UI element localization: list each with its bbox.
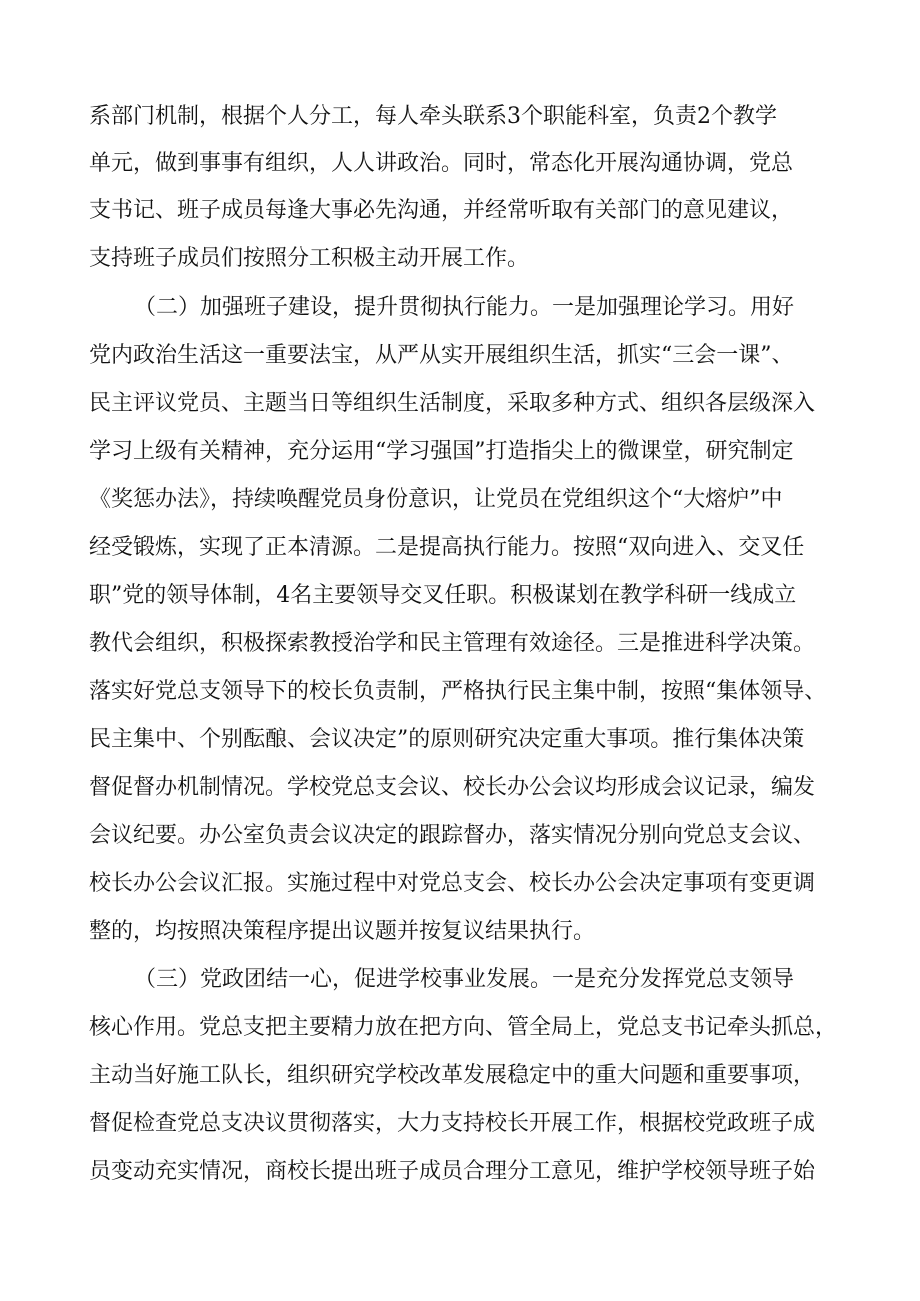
text-line-22: 督促检查党总支决议贯彻落实，大力支持校长开展工作，根据校党政班子成 bbox=[89, 1111, 816, 1136]
text-line-14: 民主集中、个别酝酿、会议决定”的原则研究决定重大事项。推行集体决策 bbox=[89, 727, 805, 752]
text-line-2: 单元，做到事事有组织，人人讲政治。同时，常态化开展沟通协调，党总 bbox=[89, 151, 794, 176]
text-line-23: 员变动充实情况，商校长提出班子成员合理分工意见，维护学校领导班子始 bbox=[89, 1159, 816, 1184]
text-line-4: 支持班子成员们按照分工积极主动开展工作。 bbox=[89, 246, 530, 271]
text-line-3: 支书记、班子成员每逢大事必先沟通，并经常听取有关部门的意见建议， bbox=[89, 198, 794, 223]
text-line-8: 学习上级有关精神，充分运用“学习强国”打造指尖上的微课堂，研究制定 bbox=[89, 439, 794, 464]
text-line-13: 落实好党总支领导下的校长负责制，严格执行民主集中制，按照“集体领导、 bbox=[89, 679, 827, 704]
text-line-16: 会议纪要。办公室负责会议决定的跟踪督办，落实情况分别向党总支会议、 bbox=[89, 823, 816, 848]
text-line-9: 《奖惩办法》，持续唤醒党员身份意识，让党员在党组织这个“大熔炉”中 bbox=[89, 487, 783, 512]
text-line-20: 核心作用。党总支把主要精力放在把方向、管全局上，党总支书记牵头抓总， bbox=[89, 1015, 838, 1040]
text-line-10: 经受锻炼，实现了正本清源。二是提高执行能力。按照“双向进入、交叉任 bbox=[89, 535, 805, 560]
text-line-1: 系部门机制，根据个人分工，每人牵头联系3个职能科室，负责2个教学 bbox=[89, 104, 777, 129]
text-line-19: （三）党政团结一心，促进学校事业发展。一是充分发挥党总支领导 bbox=[134, 967, 795, 992]
text-line-5: （二）加强班子建设，提升贯彻执行能力。一是加强理论学习。用好 bbox=[134, 295, 795, 320]
text-line-17: 校长办公会议汇报。实施过程中对党总支会、校长办公会决定事项有变更调 bbox=[89, 871, 816, 896]
text-line-18: 整的，均按照决策程序提出议题并按复议结果执行。 bbox=[89, 919, 596, 944]
text-line-21: 主动当好施工队长，组织研究学校改革发展稳定中的重大问题和重要事项， bbox=[89, 1063, 816, 1088]
text-line-7: 民主评议党员、主题当日等组织生活制度，采取多种方式、组织各层级深入 bbox=[89, 391, 816, 416]
text-line-15: 督促督办机制情况。学校党总支会议、校长办公会议均形成会议记录，编发 bbox=[89, 775, 816, 800]
text-line-6: 党内政治生活这一重要法宝，从严从实开展组织生活，抓实“三会一课”、 bbox=[89, 343, 794, 368]
text-line-11: 职”党的领导体制，4名主要领导交叉任职。积极谋划在教学科研一线成立 bbox=[89, 583, 797, 608]
text-line-12: 教代会组织，积极探索教授治学和民主管理有效途径。三是推进科学决策。 bbox=[89, 631, 816, 656]
